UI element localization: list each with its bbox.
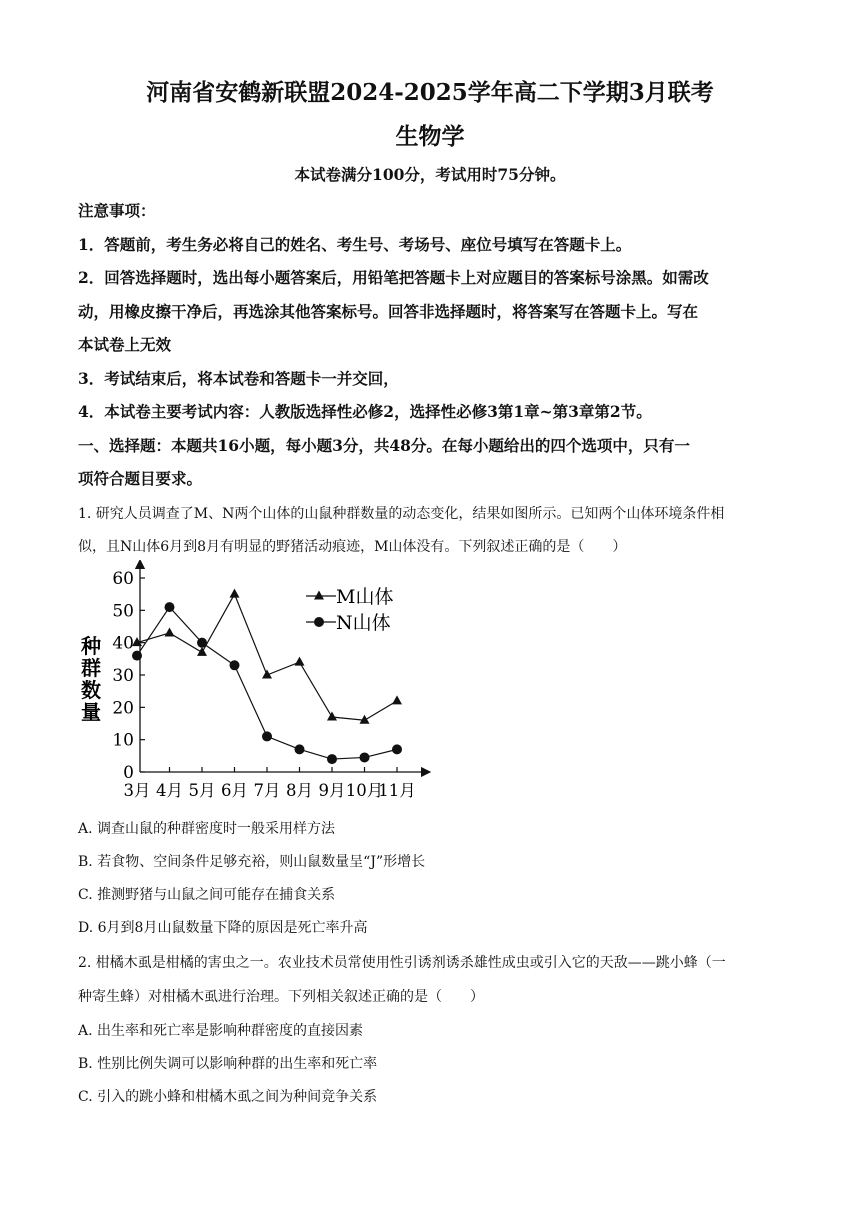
notes-heading: 注意事项： bbox=[78, 201, 156, 220]
q1-option-c: C. 推测野猪与山鼠之间可能存在捕食关系 bbox=[78, 887, 336, 903]
question-2-stem: 2. 柑橘木虱是柑橘的害虫之一。农业技术员常使用性引诱剂诱杀雄性成虫或引入它的天敌——跳小蜂（一 bbox=[78, 955, 726, 971]
data-point-n bbox=[360, 752, 370, 762]
note-line: 3．考试结束后，将本试卷和答题卡一并交回， bbox=[78, 369, 399, 388]
data-point-m bbox=[165, 627, 175, 636]
note-line: 4．本试卷主要考试内容：人教版选择性必修2，选择性必修3第1章~第3章第2节。 bbox=[78, 402, 652, 421]
y-tick-label: 30 bbox=[112, 666, 134, 686]
y-tick-label: 10 bbox=[112, 730, 134, 751]
y-tick-label: 0 bbox=[123, 763, 134, 783]
question-1-stem: 1. 研究人员调查了M、N两个山体的山鼠种群数量的动态变化，结果如图所示。已知两个山体环境条件相 bbox=[78, 506, 725, 522]
population-line-chart bbox=[74, 560, 444, 810]
question-2-stem: 种寄生蜂）对柑橘木虱进行治理。下列相关叙述正确的是（ ） bbox=[78, 989, 484, 1005]
data-point-n bbox=[132, 651, 142, 661]
data-point-n bbox=[327, 754, 337, 764]
x-tick-label: 5月 bbox=[188, 781, 216, 800]
y-axis-label-char: 种 bbox=[81, 634, 101, 658]
q2-option-a: A. 出生率和死亡率是影响种群密度的直接因素 bbox=[78, 1023, 364, 1039]
data-point-m bbox=[230, 589, 240, 598]
question-1-stem: 似，且N山体6月到8月有明显的野猪活动痕迹，M山体没有。下列叙述正确的是（ ） bbox=[78, 539, 627, 555]
data-point-m bbox=[295, 657, 305, 666]
y-axis-label-char: 群 bbox=[81, 656, 101, 680]
note-line: 2．回答选择题时，选出每小题答案后，用铅笔把答题卡上对应题目的答案标号涂黑。如需改 bbox=[78, 268, 709, 287]
exam-info: 本试卷满分100分，考试用时75分钟。 bbox=[294, 165, 566, 184]
subject-title: 生物学 bbox=[395, 123, 465, 150]
y-axis-label-char: 数 bbox=[81, 678, 101, 702]
page-title: 河南省安鹤新联盟2024-2025学年高二下学期3月联考 bbox=[146, 79, 714, 106]
x-tick-label: 11月 bbox=[378, 781, 416, 800]
x-tick-label: 6月 bbox=[221, 781, 248, 800]
data-point-m bbox=[360, 715, 370, 724]
x-tick-label: 9月 bbox=[318, 781, 346, 800]
q2-option-c: C. 引入的跳小蜂和柑橘木虱之间为种间竞争关系 bbox=[78, 1089, 378, 1105]
note-line: 1．答题前，考生务必将自己的姓名、考生号、考场号、座位号填写在答题卡上。 bbox=[78, 235, 632, 254]
data-point-m bbox=[327, 712, 337, 721]
y-axis-label-char: 量 bbox=[81, 700, 101, 724]
data-point-n bbox=[197, 638, 207, 648]
q1-option-d: D. 6月到8月山鼠数量下降的原因是死亡率升高 bbox=[78, 920, 368, 936]
note-line: 动，用橡皮擦干净后，再选涂其他答案标号。回答非选择题时，将答案写在答题卡上。写在 bbox=[78, 302, 699, 321]
x-tick-label: 8月 bbox=[286, 781, 313, 800]
x-tick-label: 3月 bbox=[123, 781, 151, 800]
y-tick-label: 50 bbox=[112, 601, 134, 622]
data-point-m bbox=[392, 695, 402, 704]
legend-label: M山体 bbox=[336, 586, 394, 608]
q1-option-a: A. 调查山鼠的种群密度时一般采用样方法 bbox=[78, 821, 336, 837]
section-heading: 一、选择题：本题共16小题，每小题3分，共48分。在每小题给出的四个选项中，只有一 bbox=[78, 436, 690, 455]
q2-option-b: B. 性别比例失调可以影响种群的出生率和死亡率 bbox=[78, 1056, 378, 1072]
q1-option-b: B. 若食物、空间条件足够充裕，则山鼠数量呈“J”形增长 bbox=[78, 854, 426, 870]
data-point-n bbox=[230, 660, 240, 670]
x-tick-label: 7月 bbox=[253, 781, 281, 800]
legend-marker bbox=[314, 617, 324, 627]
y-tick-label: 40 bbox=[112, 633, 134, 654]
y-tick-label: 60 bbox=[112, 569, 134, 589]
data-point-n bbox=[262, 731, 272, 741]
section-heading: 项符合题目要求。 bbox=[78, 469, 203, 488]
note-line: 本试卷上无效 bbox=[78, 335, 172, 354]
y-tick-label: 20 bbox=[112, 698, 134, 719]
data-point-n bbox=[295, 744, 305, 754]
x-tick-label: 4月 bbox=[156, 781, 183, 800]
data-point-n bbox=[392, 744, 402, 754]
legend-marker bbox=[314, 591, 324, 600]
x-tick-label: 10月 bbox=[345, 781, 384, 800]
data-point-m bbox=[197, 647, 207, 656]
data-point-n bbox=[165, 602, 175, 612]
legend-label: N山体 bbox=[336, 612, 391, 634]
